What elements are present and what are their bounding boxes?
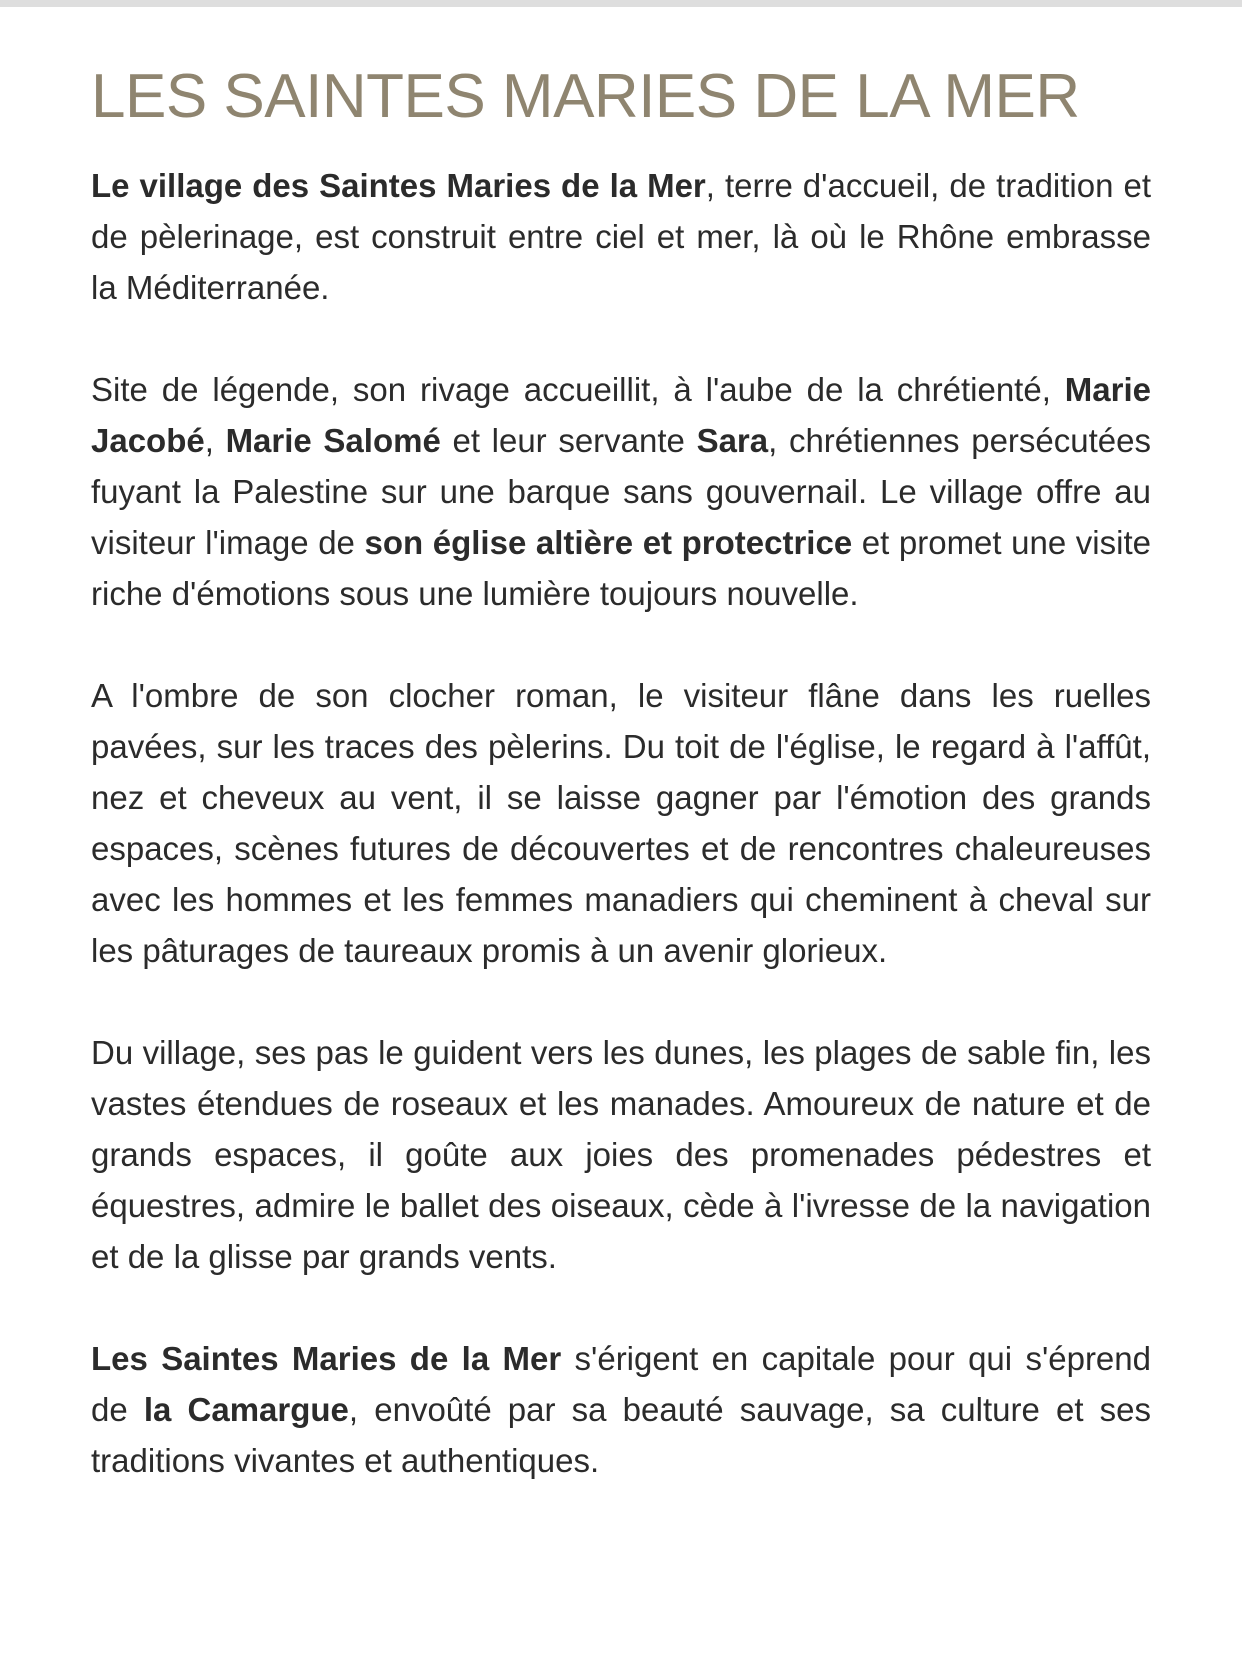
paragraph-bell-tower (91, 670, 1151, 976)
paragraph-capital (91, 1333, 1151, 1486)
paragraph-text: Site de légende, son rivage accueillit, à l'aube de la chrétienté, (91, 371, 1065, 408)
paragraph-legend (91, 364, 1151, 619)
bold-marie-salome: Marie Salomé (225, 422, 441, 459)
paragraph-text: , chrétiennes persécutées fuyant la Palestine sur une barque sans gouvernail. Le village offre au visiteur l'image de (91, 422, 1151, 561)
article (91, 56, 1151, 1537)
bold-church: son église altière et protectrice (364, 524, 853, 561)
bold-saintes-maries: Les Saintes Maries de la Mer (91, 1340, 562, 1377)
paragraph-text: et promet une visite riche d'émotions sous une lumière toujours nouvelle. (91, 524, 1151, 612)
paragraph-text: Du village, ses pas le guident vers les dunes, les plages de sable fin, les vastes étendues de roseaux et les manades. Amoureux de nature et de grands espaces, il goûte aux joies des promenades pédestres et équestres, admire le ballet des oiseaux, cède à l'ivresse de la navigation et de la glisse par grands vents. (91, 1034, 1151, 1275)
bold-camargue: la Camargue (143, 1391, 349, 1428)
page-title: LES SAINTES MARIES DE LA MER (91, 62, 1080, 131)
paragraph-nature (91, 1027, 1151, 1282)
bold-sara: Sara (696, 422, 769, 459)
bold-marie-jacobe: Marie Jacobé (91, 371, 1151, 459)
top-divider (0, 0, 1242, 7)
paragraph-text: , (204, 422, 226, 459)
paragraph-text: et leur servante (440, 422, 697, 459)
paragraph-text: , terre d'accueil, de tradition et de pèlerinage, est construit entre ciel et mer, là où le Rhône embrasse la Méditerranée. (91, 167, 1151, 306)
paragraph-text: , envoûté par sa beauté sauvage, sa culture et ses traditions vivantes et authentiques. (91, 1391, 1152, 1479)
paragraph-text: A l'ombre de son clocher roman, le visiteur flâne dans les ruelles pavées, sur les traces des pèlerins. Du toit de l'église, le regard à l'affût, nez et cheveux au vent, il se laisse gagner par l'émotion des grands espaces, scènes futures de découvertes et de rencontres chaleureuses avec les hommes et les femmes manadiers qui cheminent à cheval sur les pâturages de taureaux promis à un avenir glorieux. (91, 677, 1151, 969)
bold-village-name: Le village des Saintes Maries de la Mer (91, 167, 706, 204)
paragraph-intro (91, 160, 1151, 313)
paragraph-text: s'érigent en capitale pour qui s'éprend de (91, 1340, 1151, 1428)
